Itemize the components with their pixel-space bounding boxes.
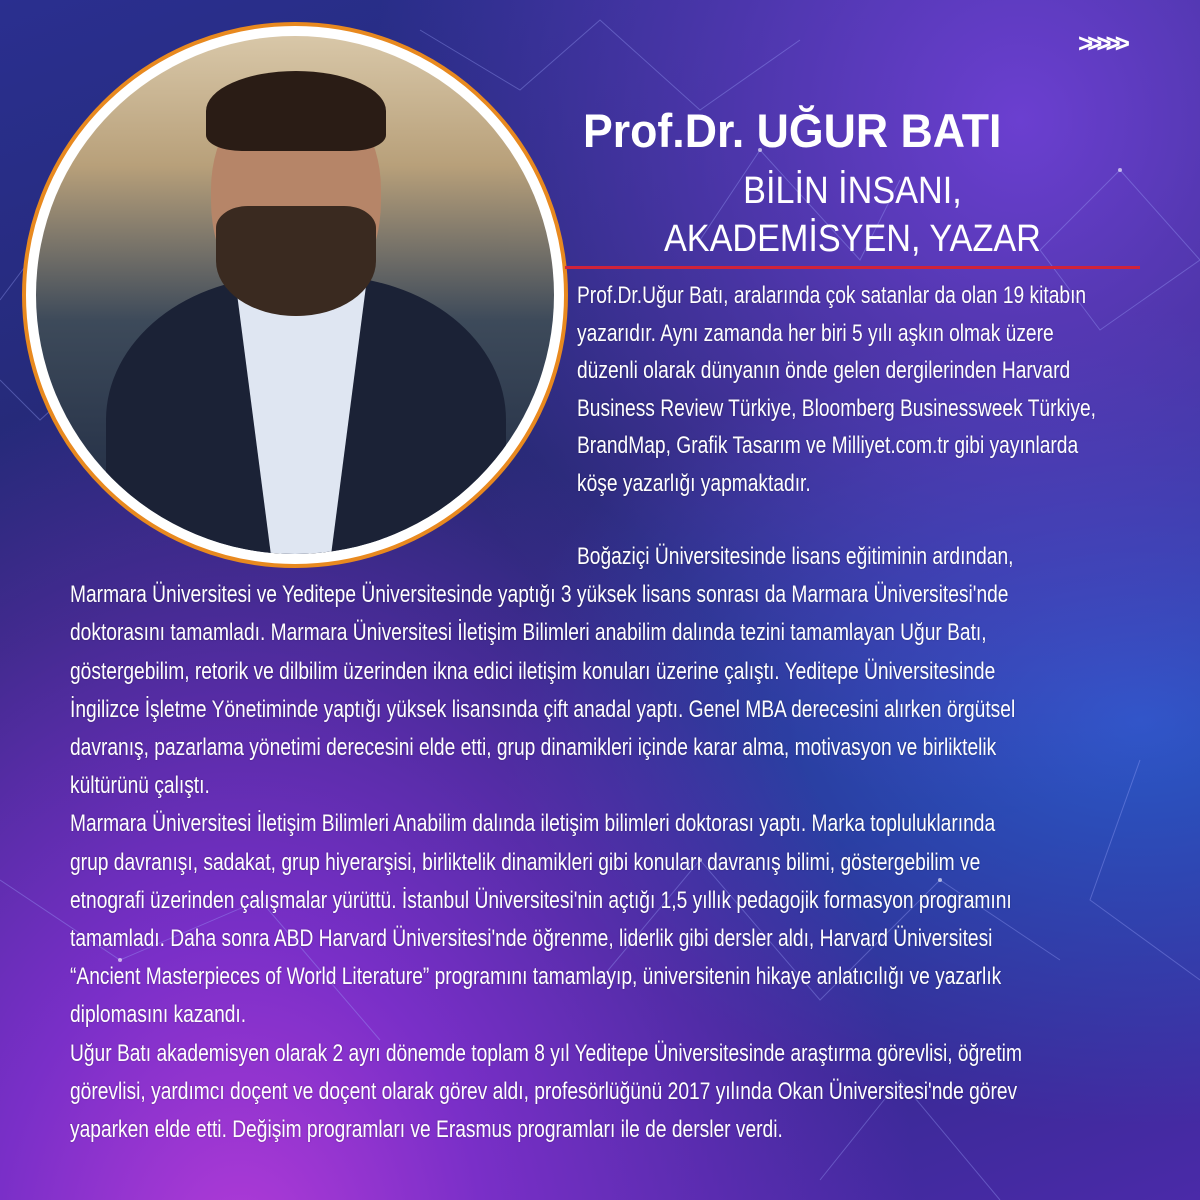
- person-name: Prof.Dr. UĞUR BATI: [583, 104, 1002, 157]
- text-line: diplomasını kazandı.: [70, 1001, 247, 1029]
- text-line: grup davranışı, sadakat, grup hiyerarşisi, birliktelik dinamikleri gibi konuları davranış bilimi, göstergebilim ve: [70, 848, 981, 876]
- subtitle-line: AKADEMİSYEN, YAZAR: [664, 218, 1041, 260]
- text-line: “Ancient Masterpieces of World Literature” programını tamamlayıp, üniversitenin hikaye anlatıcılığı ve yazarlık: [70, 963, 1002, 991]
- text-line: yaparken elde etti. Değişim programları ve Erasmus programları ile de dersler verdi.: [70, 1116, 783, 1143]
- text-line: görevlisi, yardımcı doçent ve doçent olarak görev aldı, profesörlüğünü 2017 yılında Okan Üniversitesi'nde görev: [70, 1077, 1018, 1105]
- text-line: Business Review Türkiye, Bloomberg Businessweek Türkiye,: [577, 394, 1096, 422]
- text-line: düzenli olarak dünyanın önde gelen dergilerinden Harvard: [577, 357, 1071, 385]
- text-line: doktorasını tamamladı. Marmara Üniversitesi İletişim Bilimleri anabilim dalında tezini tamamlayan Uğur Batı,: [70, 619, 987, 647]
- text-line: Uğur Batı akademisyen olarak 2 ayrı dönemde toplam 8 yıl Yeditepe Üniversitesinde araştırma görevlisi, öğretim: [70, 1039, 1022, 1067]
- text-line: tamamladı. Daha sonra ABD Harvard Üniversitesi'nde öğrenme, liderlik gibi dersler aldı, Harvard Üniversitesi: [70, 925, 993, 952]
- text-line: İngilizce İşletme Yönetiminde yaptığı yüksek lisansında çift anadal yaptı. Genel MBA derecesini alırken örgütsel: [70, 695, 1016, 723]
- subtitle-line: BİLİN İNSANI,: [743, 170, 962, 212]
- divider: [565, 266, 1140, 269]
- chevrons-icon: >>>>>: [1078, 28, 1124, 58]
- profile-photo: [22, 22, 568, 568]
- text-line: Marmara Üniversitesi ve Yeditepe Üniversitesinde yaptığı 3 yüksek lisans sonrası da Marmara Üniversitesi'nde: [70, 581, 1009, 609]
- text-line: göstergebilim, retorik ve dilbilim üzerinden ikna edici iletişim konuları üzerine çalıştı. Yeditepe Üniversitesinde: [70, 657, 996, 685]
- text-line: Prof.Dr.Uğur Batı, aralarında çok satanlar da olan 19 kitabın: [577, 282, 1087, 309]
- text-line: Marmara Üniversitesi İletişim Bilimleri Anabilim dalında iletişim bilimleri doktorası yaptı. Marka topluluklarında: [70, 810, 996, 838]
- text-line: kültürünü çalıştı.: [70, 772, 210, 800]
- text-line: köşe yazarlığı yapmaktadır.: [577, 470, 811, 497]
- text-line: davranış, pazarlama yönetimi derecesini elde etti, grup dinamikleri içinde karar alma, motivasyon ve birliktelik: [70, 734, 997, 761]
- text-line: Boğaziçi Üniversitesinde lisans eğitiminin ardından,: [577, 543, 1014, 570]
- text-line: yazarıdır. Aynı zamanda her biri 5 yılı aşkın olmak üzere: [577, 319, 1054, 347]
- text-line: BrandMap, Grafik Tasarım ve Milliyet.com.tr gibi yayınlarda: [577, 432, 1079, 460]
- text-line: etnografi üzerinden çalışmalar yürüttü. İstanbul Üniversitesi'nin açtığı 1,5 yıllık pedagojik formasyon programını: [70, 886, 1012, 914]
